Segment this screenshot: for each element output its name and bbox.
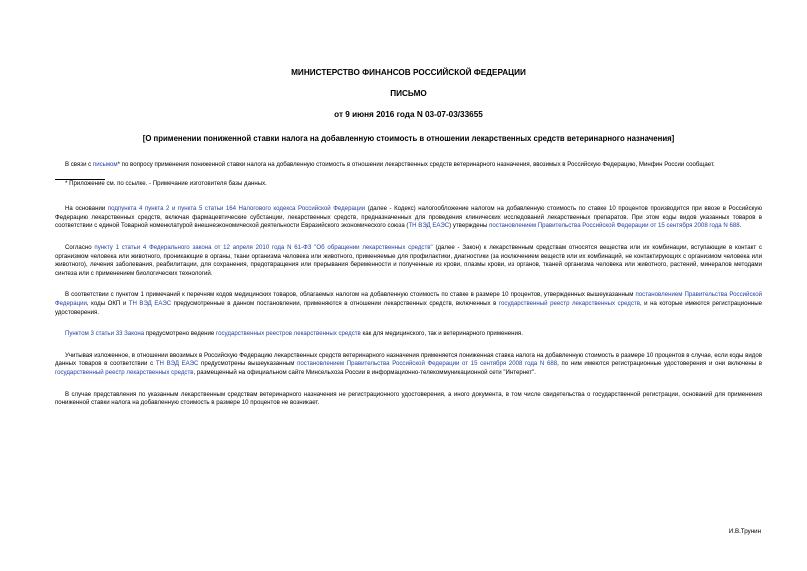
paragraph-7: В случае представления по указанным лекарственным средствам ветеринарного назначения не регистрационного удостоверения, а иного документа, в том числе свидетельства о государственной регистрации, оснований для применения пониженной ставки налога на добавленную стоимость в размере 10 процентов не возникает. [55, 390, 762, 407]
doc-type-heading: ПИСЬМО [390, 89, 427, 98]
government-decree-link[interactable]: постановлением Правительства Российской Федерации от 15 сентября 2008 года N 688 [489, 222, 740, 230]
law-article-link[interactable]: Пунктом 3 статьи 33 Закона [65, 330, 145, 338]
footnote: * Приложение см. по ссылке. - Примечание изготовителя базы данных. [65, 179, 267, 187]
tn-ved-link[interactable]: ТН ВЭД ЕАЭС [155, 360, 199, 368]
paragraph-2: На основании подпункта 4 пункта 2 и пункта 5 статьи 164 Налогового кодекса Российской Федерации (далее - Кодекс) налогообложение налогом на добавленную стоимость по ставке 10 процентов производится при ввозе в Российскую Федерацию лекарственных средств, включая фармацевтические субстанции, лекарственных средств, предназначенных для проведения клинических исследований лекарственных препаратов. При этом коды видов указанных товаров в соответствии с единой Товарной номенклатурой внешнеэкономической деятельности Евразийского экономического союза (ТН ВЭД ЕАЭС) утверждены постановлением Правительства Российской Федерации от 15 сентября 2008 года N 688. [55, 205, 762, 230]
paragraph-5: Пунктом 3 статьи 33 Закона предусмотрено ведение государственных реестров лекарственных средств как для медицинского, так и ветеринарного применения. [65, 330, 523, 338]
tn-ved-link[interactable]: ТН ВЭД ЕАЭС [408, 222, 450, 230]
tn-ved-link[interactable]: ТН ВЭД ЕАЭС [128, 299, 172, 307]
subject-heading: [О применении пониженной ставки налога на добавленную стоимость в отношении лекарственных средств ветеринарного назначения] [142, 134, 675, 143]
date-number-heading: от 9 июня 2016 года N 03-07-03/33655 [334, 110, 483, 119]
state-register-link[interactable]: государственный реестр лекарственных средств [498, 299, 640, 307]
state-registers-link[interactable]: государственных реестров лекарственных средств [216, 330, 361, 338]
tax-code-link[interactable]: подпункта 4 пункта 2 и пункта 5 статьи 164 Налогового кодекса Российской Федерации [107, 205, 366, 213]
government-decree-link[interactable]: постановлением Правительства Российской Федерации [55, 291, 763, 307]
paragraph-4: В соответствии с пунктом 1 примечаний к перечням кодов медицинских товаров, облагаемых налогом на добавленную стоимость по ставке в размере 10 процентов, утвержденных вышеуказанным постановлением Правительства Российской Федерации, коды ОКП и ТН ВЭД ЕАЭС предусмотренные в данном постановлении, применяются в отношении лекарственных средств, включенных в государственный реестр лекарственных средств, и на которые имеются регистрационные удостоверения. [55, 291, 763, 316]
ministry-heading: МИНИСТЕРСТВО ФИНАНСОВ РОССИЙСКОЙ ФЕДЕРАЦИИ [291, 68, 526, 77]
federal-law-link[interactable]: пункту 1 статьи 4 Федерального закона от 12 апреля 2010 года N 61-ФЗ "Об обращении лекарственных средств" [94, 243, 433, 251]
state-register-link[interactable]: государственный реестр лекарственных средств [55, 368, 194, 376]
paragraph-6: Учитывая изложенное, в отношении ввозимых в Российскую Федерацию лекарственных средств ветеринарного назначения применяется пониженная ставка налога на добавленную стоимость в размере 10 процентов в случае, если коды видов данных товаров в соответствии с ТН ВЭД ЕАЭС предусмотрены вышеуказанным постановлением Правительства Российской Федерации от 15 сентября 2008 года N 688, по ним имеются регистрационные удостоверения и они включены в государственный реестр лекарственных средств, размещенный на официальном сайте Минсельхоза России в информационно-телекоммуникационной сети "Интернет". [55, 351, 763, 376]
government-decree-link[interactable]: постановлением Правительства Российской Федерации от 15 сентября 2008 года N 688 [297, 360, 558, 368]
signature: И.В.Трунин [728, 528, 761, 535]
paragraph-1: В связи с письмом* по вопросу применения пониженной ставки налога на добавленную стоимость в отношении лекарственных средств ветеринарного назначения, ввозимых в Российскую Федерацию, Минфин России сообщает. [65, 161, 715, 168]
letter-link[interactable]: письмом [92, 161, 118, 168]
paragraph-3: Согласно пункту 1 статьи 4 Федерального закона от 12 апреля 2010 года N 61-ФЗ "Об обращении лекарственных средств" (далее - Закон) к лекарственным средствам относятся вещества или их комбинации, вступающие в контакт с организмом человека или животного, проникающие в органы, ткани организма человека или животного, применяемые для профилактики, диагностики (за исключением веществ или их комбинаций, не контактирующих с организмом человека или животного), лечения заболевания, реабилитации, для сохранения, предотвращения или прерывания беременности и полученные из крови, плазмы крови, из органов, тканей организма человека или животного, растений, минералов методами синтеза или с применением биологических технологий. [55, 243, 762, 277]
